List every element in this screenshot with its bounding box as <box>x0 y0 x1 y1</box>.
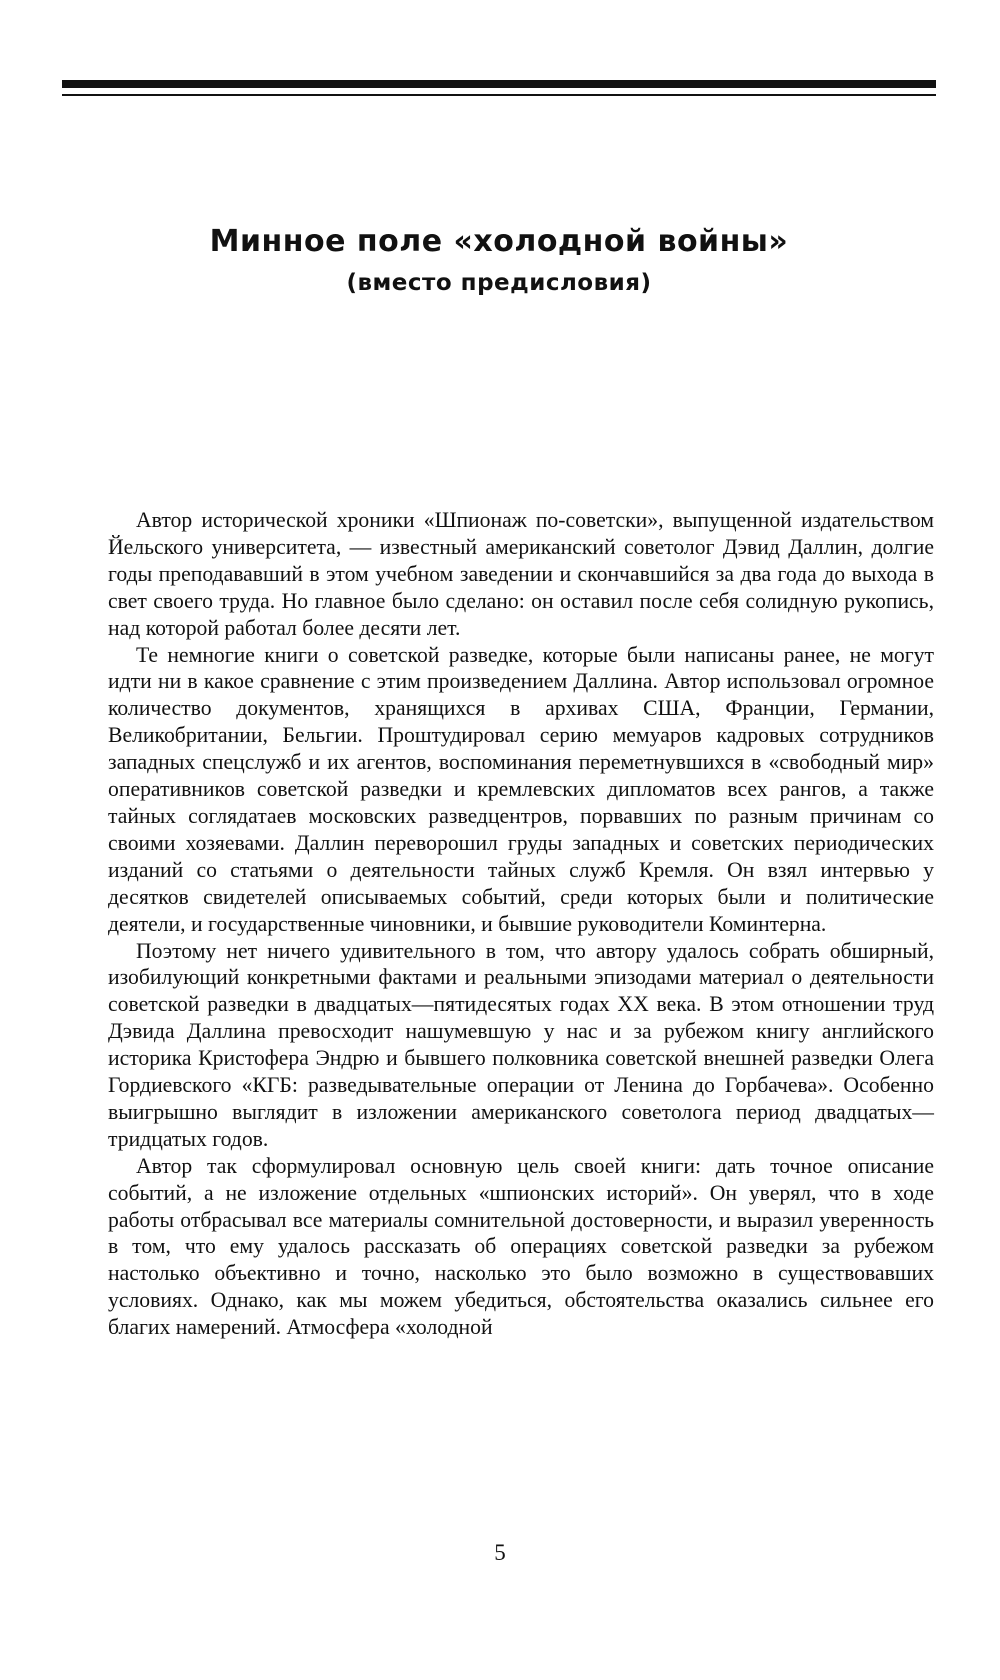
header-rule-thick <box>62 80 936 88</box>
paragraph-1: Автор исторической хроники «Шпионаж по-советски», выпущенной издательством Йельского университета, — известный американский советолог Дэвид Даллин, долгие годы преподававший в этом учебном заведении и скончавшийся за два года до выхода в свет своего труда. Но главное было сделано: он оставил после себя солидную рукопись, над которой работал более десяти лет. <box>108 508 934 640</box>
header-rule-thin <box>62 94 936 96</box>
page-number: 5 <box>494 1540 506 1565</box>
chapter-heading <box>62 222 936 300</box>
chapter-subtitle: (вместо предисловия) <box>346 270 652 296</box>
body-text <box>108 507 934 1341</box>
paragraph-3: Поэтому нет ничего удивительного в том, что автору удалось собрать обширный, изобилующий конкретными фактами и реальными эпизодами материал о деятельности советской разведки в двадцатых—пятидесятых годах XX века. В этом отношении труд Дэвида Даллина превосходит нашумевшую у нас и за рубежом книгу английского историка Кристофера Эндрю и бывшего полковника советской внешней разведки Олега Гордиевского «КГБ: разведывательные операции от Ленина до Горбачева». Особенно выигрышно выглядит в изложении американского советолога период двадцатых—тридцатых годов. <box>108 938 934 1151</box>
paragraph-2: Те немногие книги о советской разведке, которые были написаны ранее, не могут идти ни в какое сравнение с этим произведением Даллина. Автор использовал огромное количество документов, хранящихся в архивах США, Франции, Германии, Великобритании, Бельгии. Проштудировал серию мемуаров кадровых сотрудников западных спецслужб и их агентов, воспоминания переметнувшихся в «свободный мир» оперативников советской разведки и кремлевских дипломатов всех рангов, а также тайных соглядатаев московских разведцентров, порвавших по разным причинам со своими хозяевами. Даллин переворошил груды западных и советских периодических изданий со статьями о деятельности тайных служб Кремля. Он взял интервью у десятков свидетелей описываемых событий, среди которых были и политические деятели, и государственные чиновники, и бывшие руководители Коминтерна. <box>108 642 934 936</box>
paragraph-4: Автор так сформулировал основную цель своей книги: дать точное описание событий, а не изложение отдельных «шпионских историй». Он уверял, что в ходе работы отбрасывал все материалы сомнительной достоверности, и выразил уверенность в том, что ему удалось рассказать об операциях советской разведки за рубежом настолько объективно и точно, насколько это было возможно в существовавших условиях. Однако, как мы можем убедиться, обстоятельства оказались сильнее его благих намерений. Атмосфера «холодной <box>108 1153 934 1340</box>
chapter-title: Минное поле «холодной войны» <box>209 224 789 259</box>
